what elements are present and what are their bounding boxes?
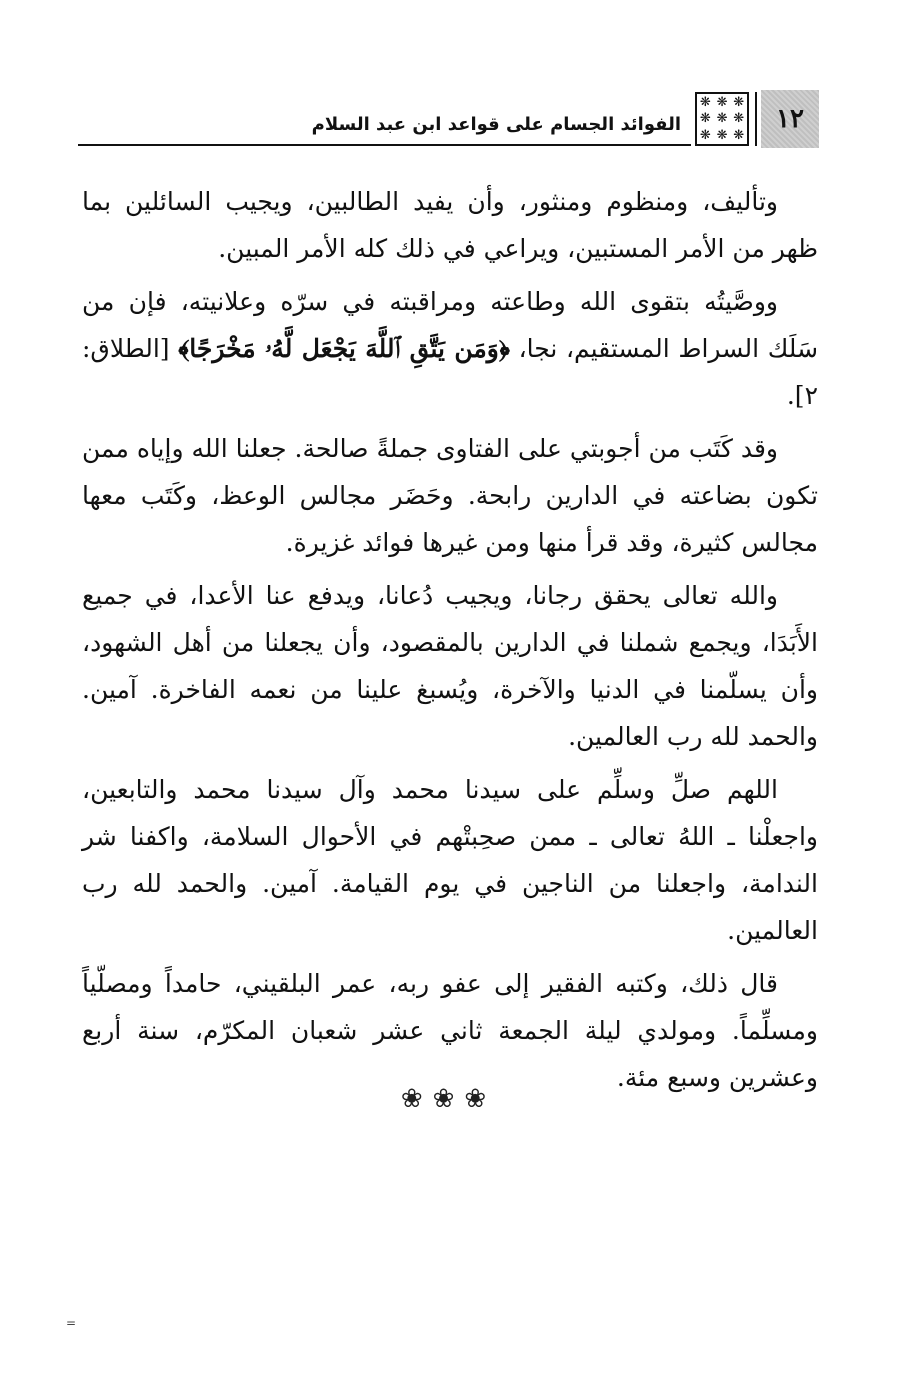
ornament-icon: ❋ ❋ ❋ ❋ ❋ ❋ ❋ ❋ ❋	[695, 92, 749, 146]
footer-mark: =	[66, 1316, 77, 1330]
quran-quote: ﴿وَمَن يَتَّقِ ٱللَّهَ يَجْعَل لَّهُۥ مَخْرَجًا﴾	[178, 334, 510, 363]
page-header	[78, 90, 819, 148]
header-rule	[78, 144, 691, 146]
paragraph-1: وتأليف، ومنظوم ومنثور، وأن يفيد الطالبين، ويجيب السائلين بما ظهر من الأمر المستبين، ويراعي في ذلك كله الأمر المبين.	[82, 187, 818, 263]
page-number: ١٢	[761, 90, 819, 148]
section-separator: ❀❀❀	[400, 1084, 497, 1114]
quran-reference: [الطلاق: ٢].	[82, 334, 818, 410]
paragraph-6: قال ذلك، وكتبه الفقير إلى عفو ربه، عمر البلقيني، حامداً ومصلّياً ومسلِّماً. ومولدي ليلة الجمعة ثاني عشر شعبان المكرّم، سنة أربع وعشرين وسبع مئة.	[82, 969, 818, 1092]
running-title: الفوائد الجسام على قواعد ابن عبد السلام	[311, 114, 681, 135]
page-body	[82, 178, 818, 1107]
paragraph-2-text: ووصَّيتُه بتقوى الله وطاعته ومراقبته في سرّه وعلانيته، فإن من سَلَك السراط المستقيم، نجا،	[82, 287, 819, 363]
paragraph-3: وقد كَتَب من أجوبتي على الفتاوى جملةً صالحة. جعلنا الله وإياه ممن تكون بضاعته في الدارين رابحة. وحَضَر مجالس الوعظ، وكَتَب معها مجالس كثيرة، وقد قرأ منها ومن غيرها فوائد غزيرة.	[82, 434, 818, 557]
paragraph-2	[82, 278, 818, 419]
paragraph-5: اللهم صلِّ وسلِّم على سيدنا محمد وآل سيدنا محمد والتابعين، واجعلْنا ـ اللهُ تعالى ـ ممن صحِبتْهم في الأحوال السلامة، واكفنا شر الندامة، واجعلنا من الناجين في يوم القيامة. آمين. والحمد لله رب العالمين.	[82, 775, 818, 945]
paragraph-4: والله تعالى يحقق رجانا، ويجيب دُعانا، ويدفع عنا الأعدا، في جميع الأَبَدَا، ويجمع شملنا في الدارين بالمقصود، وأن يجعلنا من أهل الشهود، وأن يسلّمنا في الدنيا والآخرة، ويُسبغ علينا من نعمه الفاخرة. آمين. والحمد لله رب العالمين.	[82, 581, 818, 751]
header-divider	[755, 92, 757, 146]
